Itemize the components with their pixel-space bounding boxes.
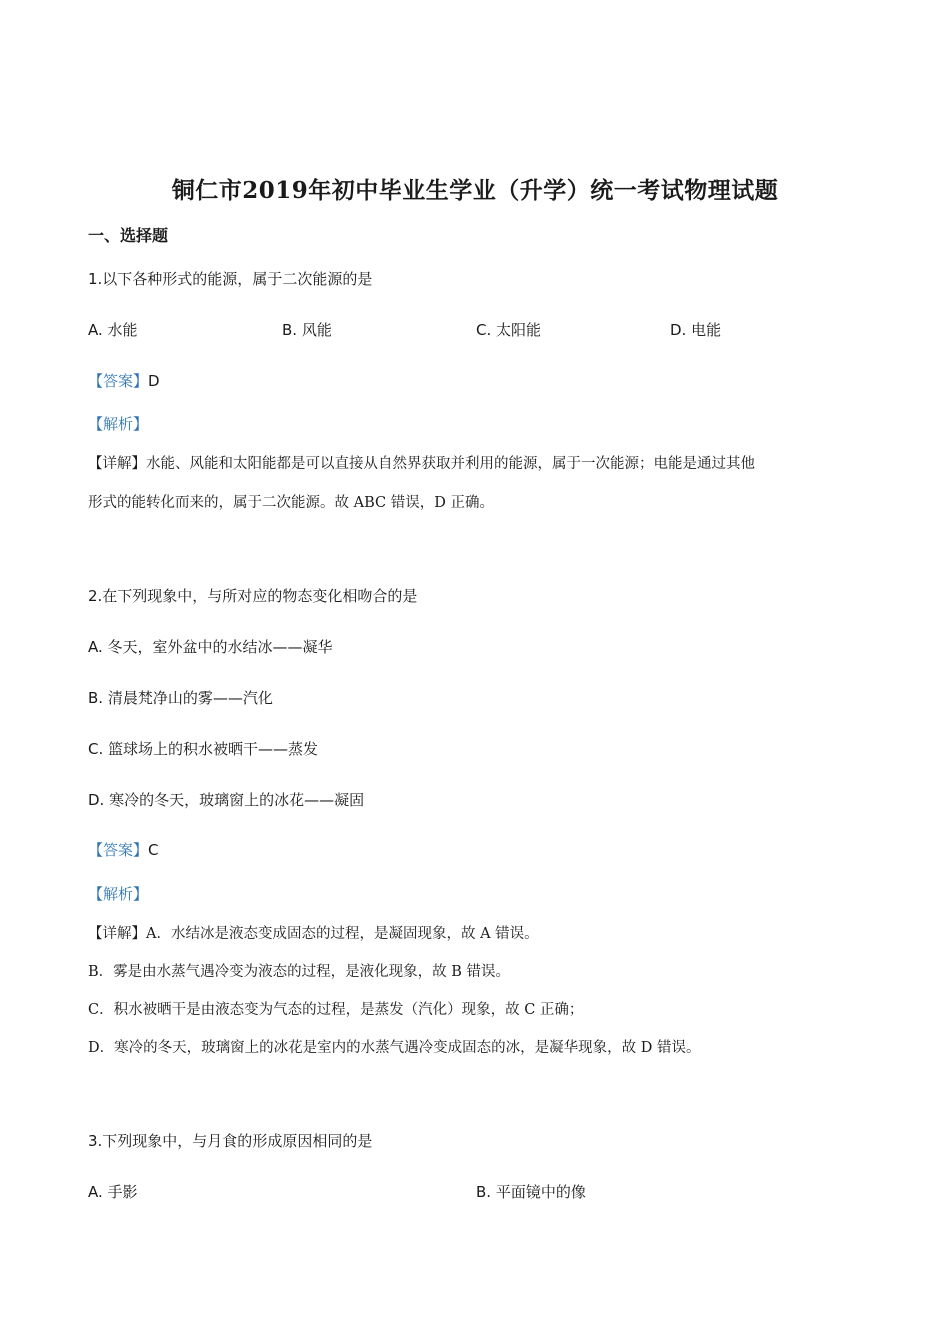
- question-2-option-b: B. 清晨梵净山的雾——汽化: [88, 689, 273, 707]
- question-3-stem: 3.下列现象中，与月食的形成原因相同的是: [88, 1132, 373, 1150]
- question-2-answer: [88, 839, 159, 860]
- section-heading: 一、选择题: [88, 226, 169, 245]
- question-1-answer: [88, 370, 160, 391]
- question-1-option-d: D. 电能: [670, 321, 722, 339]
- question-2-stem: 2.在下列现象中，与所对应的物态变化相吻合的是: [88, 587, 418, 605]
- question-3-option-a: A. 手影: [88, 1183, 138, 1201]
- question-2-detail-line-1: 【详解】A．水结冰是液态变成固态的过程，是凝固现象，故 A 错误。: [88, 926, 539, 942]
- question-1-analysis-tag: 【解析】: [88, 415, 149, 433]
- question-1-option-c: C. 太阳能: [476, 321, 542, 339]
- question-2-option-d: D. 寒冷的冬天，玻璃窗上的冰花——凝固: [88, 791, 365, 809]
- question-1-stem: 1.以下各种形式的能源，属于二次能源的是: [88, 270, 373, 288]
- question-2-option-a: A. 冬天，室外盆中的水结冰——凝华: [88, 638, 333, 656]
- answer-tag: 【答案】: [88, 841, 149, 859]
- question-2-analysis-tag: 【解析】: [88, 885, 149, 903]
- question-2-detail-line-2: B．雾是由水蒸气遇冷变为液态的过程，是液化现象，故 B 错误。: [88, 964, 511, 980]
- answer-value: C: [148, 841, 159, 859]
- question-2-detail-line-4: D．寒冷的冬天，玻璃窗上的冰花是室内的水蒸气遇冷变成固态的冰，是凝华现象，故 D 错误。: [88, 1040, 701, 1056]
- question-1-detail-line-1: 【详解】水能、风能和太阳能都是可以直接从自然界获取并利用的能源，属于一次能源；电能是通过其他: [88, 456, 755, 472]
- answer-value: D: [148, 372, 160, 390]
- answer-tag: 【答案】: [88, 372, 149, 390]
- question-1-detail-line-2: 形式的能转化而来的，属于二次能源。故 ABC 错误，D 正确。: [88, 495, 494, 511]
- question-2-option-c: C. 篮球场上的积水被晒干——蒸发: [88, 740, 319, 758]
- page-title: 铜仁市2019年初中毕业生学业（升学）统一考试物理试题: [171, 177, 779, 204]
- question-3-option-b: B. 平面镜中的像: [476, 1183, 586, 1201]
- question-1-option-b: B. 风能: [282, 321, 332, 339]
- question-1-option-a: A. 水能: [88, 321, 138, 339]
- question-2-detail-line-3: C．积水被晒干是由液态变为气态的过程，是蒸发（汽化）现象，故 C 正确；: [88, 1002, 584, 1018]
